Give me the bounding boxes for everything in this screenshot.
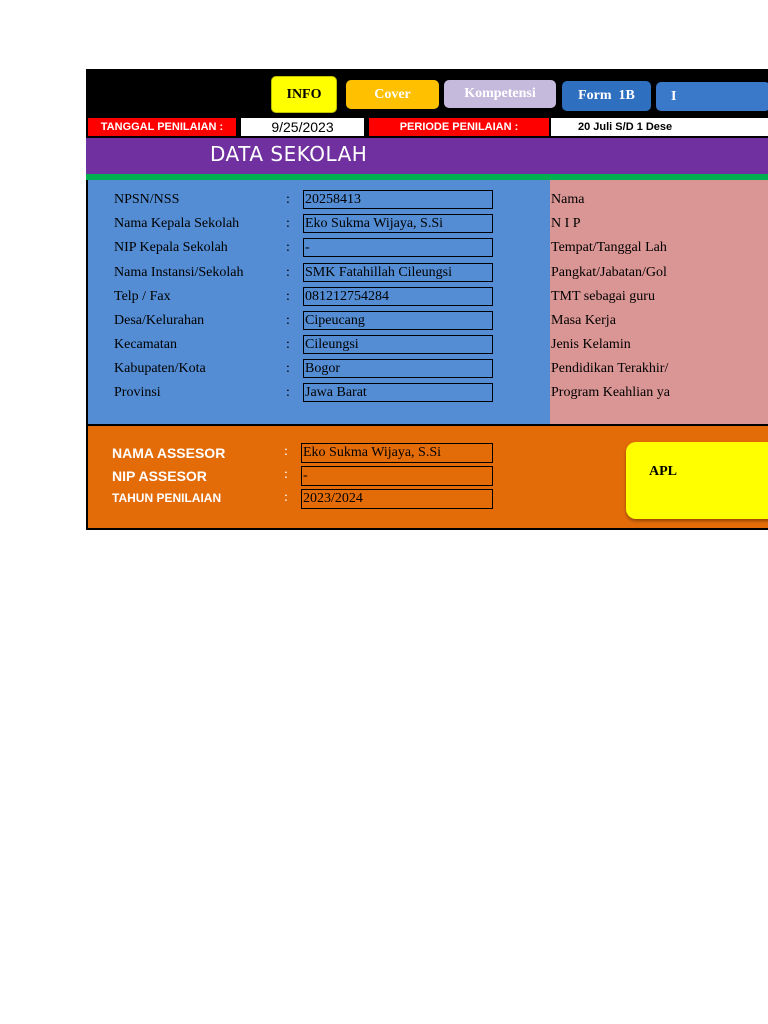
kecamatan-field[interactable]: Cileungsi bbox=[303, 335, 493, 354]
nip-kepala-label: NIP Kepala Sekolah bbox=[114, 240, 228, 255]
guru-masa-kerja-label: Masa Kerja bbox=[551, 313, 616, 328]
form-row-desa bbox=[86, 311, 550, 333]
form-1b-button[interactable]: Form 1B bbox=[562, 81, 651, 111]
colon: : bbox=[284, 490, 288, 505]
info-button[interactable]: INFO bbox=[271, 76, 337, 113]
colon: : bbox=[286, 313, 290, 328]
colon: : bbox=[286, 216, 290, 231]
guru-pendidikan-label: Pendidikan Terakhir/ bbox=[551, 361, 669, 376]
colon: : bbox=[284, 444, 288, 459]
desa-label: Desa/Kelurahan bbox=[114, 313, 205, 328]
guru-tmt-label: TMT sebagai guru bbox=[551, 289, 655, 304]
periode-penilaian-value[interactable]: 20 Juli S/D 1 Dese bbox=[551, 118, 768, 136]
assesor-row-nip bbox=[86, 466, 550, 488]
form-row-kepala-sekolah bbox=[86, 214, 550, 236]
form-row-nip-kepala bbox=[86, 238, 550, 260]
next-form-button[interactable]: I bbox=[656, 82, 768, 111]
colon: : bbox=[286, 385, 290, 400]
form-row-npsn bbox=[86, 190, 550, 212]
guru-nip-label: N I P bbox=[551, 216, 581, 231]
colon: : bbox=[286, 192, 290, 207]
colon: : bbox=[286, 240, 290, 255]
nip-kepala-field[interactable]: - bbox=[303, 238, 493, 257]
top-navigation-bar bbox=[86, 69, 768, 116]
guru-pangkat-label: Pangkat/Jabatan/Gol bbox=[551, 265, 667, 280]
date-row bbox=[86, 116, 768, 138]
colon: : bbox=[286, 361, 290, 376]
telp-label: Telp / Fax bbox=[114, 289, 171, 304]
nip-assesor-label: NIP ASSESOR bbox=[112, 468, 207, 484]
kecamatan-label: Kecamatan bbox=[114, 337, 177, 352]
guru-program-keahlian-label: Program Keahlian ya bbox=[551, 385, 670, 400]
periode-penilaian-label: PERIODE PENILAIAN : bbox=[369, 118, 549, 136]
page-title: DATA SEKOLAH bbox=[210, 142, 368, 166]
form-row-provinsi bbox=[86, 383, 550, 405]
npsn-field[interactable]: 20258413 bbox=[303, 190, 493, 209]
title-bar bbox=[86, 138, 768, 174]
provinsi-field[interactable]: Jawa Barat bbox=[303, 383, 493, 402]
instansi-field[interactable]: SMK Fatahillah Cileungsi bbox=[303, 263, 493, 282]
instansi-label: Nama Instansi/Sekolah bbox=[114, 265, 244, 280]
colon: : bbox=[286, 265, 290, 280]
colon: : bbox=[286, 289, 290, 304]
kepala-sekolah-field[interactable]: Eko Sukma Wijaya, S.Si bbox=[303, 214, 493, 233]
kompetensi-button[interactable]: Kompetensi bbox=[444, 80, 556, 108]
tahun-penilaian-field[interactable]: 2023/2024 bbox=[301, 489, 493, 509]
colon: : bbox=[284, 467, 288, 482]
nip-assesor-field[interactable]: - bbox=[301, 466, 493, 486]
npsn-label: NPSN/NSS bbox=[114, 192, 180, 207]
guru-ttl-label: Tempat/Tanggal Lah bbox=[551, 240, 667, 255]
nama-assesor-field[interactable]: Eko Sukma Wijaya, S.Si bbox=[301, 443, 493, 463]
telp-field[interactable]: 081212754284 bbox=[303, 287, 493, 306]
kabupaten-label: Kabupaten/Kota bbox=[114, 361, 206, 376]
spreadsheet-sheet bbox=[86, 69, 768, 530]
assesor-row-nama bbox=[86, 443, 550, 465]
tanggal-penilaian-value[interactable]: 9/25/2023 bbox=[241, 118, 364, 136]
cover-button[interactable]: Cover bbox=[346, 80, 439, 109]
kabupaten-field[interactable]: Bogor bbox=[303, 359, 493, 378]
nama-assesor-label: NAMA ASSESOR bbox=[112, 445, 226, 461]
provinsi-label: Provinsi bbox=[114, 385, 161, 400]
desa-field[interactable]: Cipeucang bbox=[303, 311, 493, 330]
kepala-sekolah-label: Nama Kepala Sekolah bbox=[114, 216, 240, 231]
assesor-row-tahun bbox=[86, 489, 550, 511]
apl-button[interactable]: APL bbox=[626, 442, 768, 519]
guru-nama-label: Nama bbox=[551, 192, 585, 207]
guru-jenis-kelamin-label: Jenis Kelamin bbox=[551, 337, 631, 352]
colon: : bbox=[286, 337, 290, 352]
form-row-telp bbox=[86, 287, 550, 309]
form-row-kabupaten bbox=[86, 359, 550, 381]
form-row-instansi bbox=[86, 263, 550, 285]
form-row-kecamatan bbox=[86, 335, 550, 357]
tanggal-penilaian-label: TANGGAL PENILAIAN : bbox=[88, 118, 236, 136]
tahun-penilaian-label: TAHUN PENILAIAN bbox=[112, 491, 222, 505]
